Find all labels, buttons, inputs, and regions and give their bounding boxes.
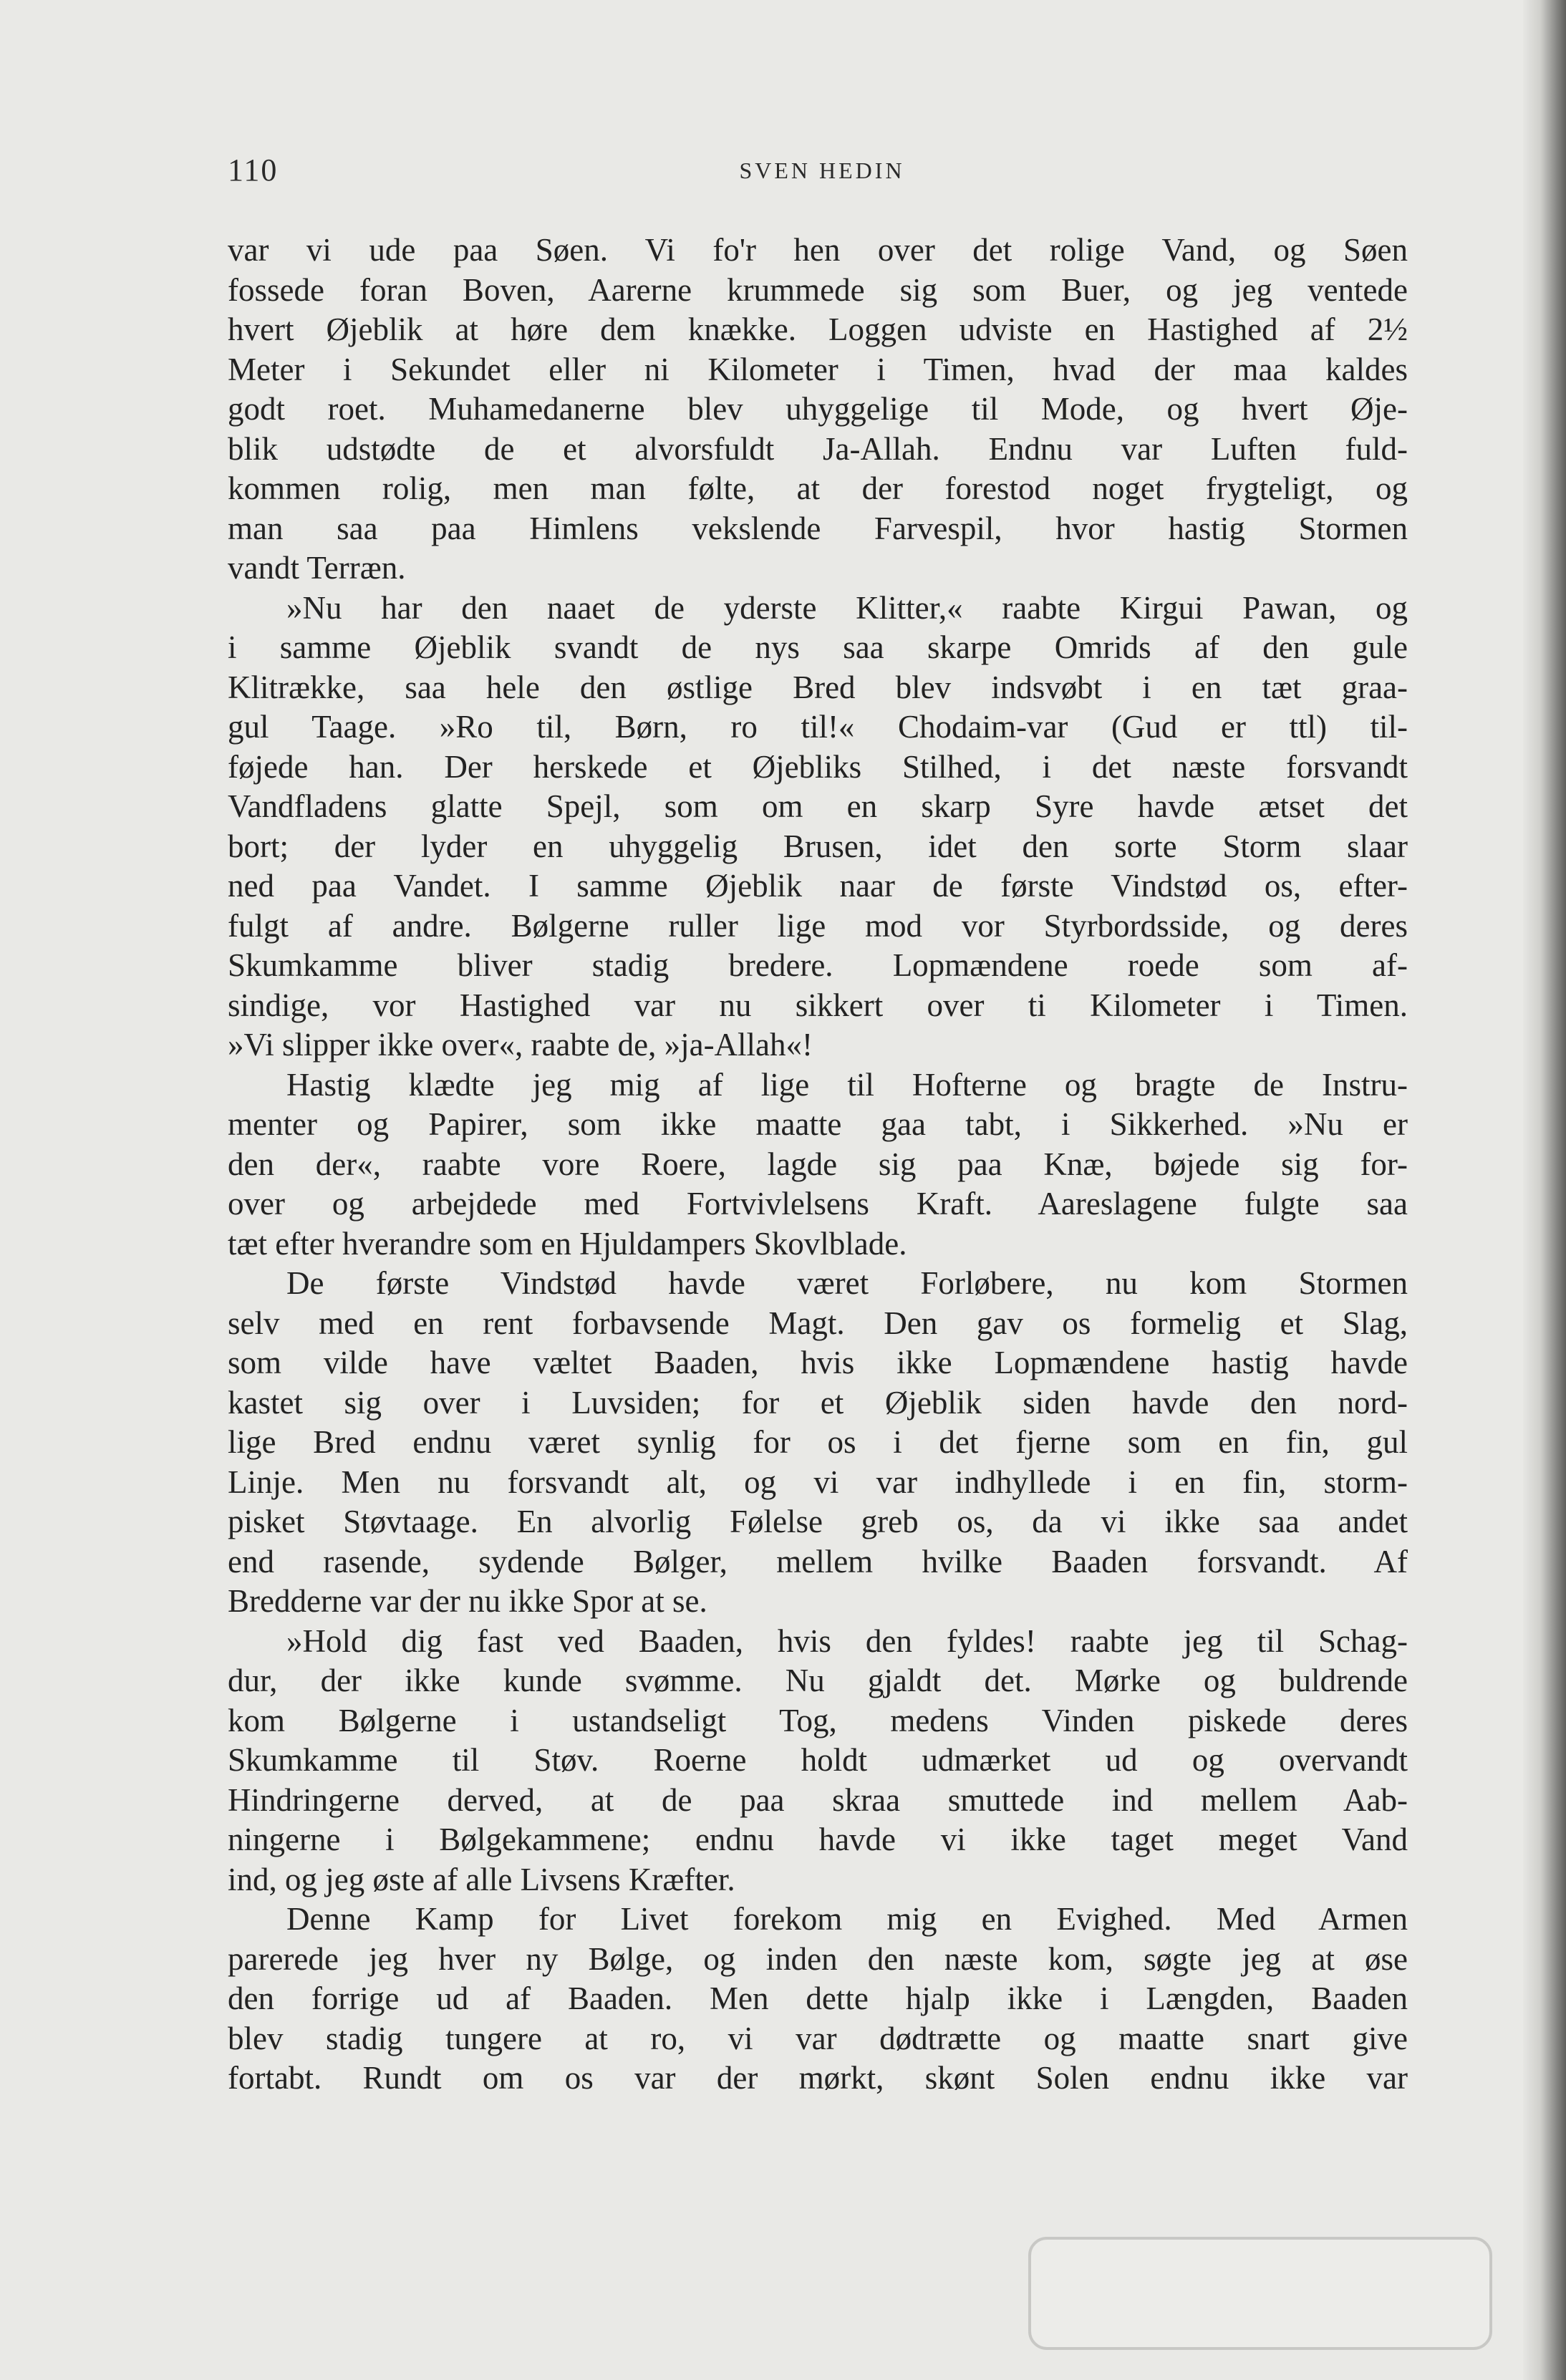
text-line: var vi ude paa Søen. Vi fo'r hen over det rolige Vand, og Søen — [228, 232, 1408, 268]
text-line: Skumkamme bliver stadig bredere. Lopmændene roede som af- — [228, 947, 1408, 983]
text-line: man saa paa Himlens vekslende Farvespil, hvor hastig Stormen — [228, 510, 1408, 546]
paragraph-1 — [228, 231, 1408, 589]
page-edge-shadow — [1523, 0, 1566, 2380]
text-line: lige Bred endnu været synlig for os i det fjerne som en fin, gul — [228, 1424, 1408, 1460]
text-line: godt roet. Muhamedanerne blev uhyggelige til Mode, og hvert Øje- — [228, 391, 1408, 427]
text-line: Vandfladens glatte Spejl, som om en skarp Syre havde ætset det — [228, 788, 1408, 824]
text-line: Hastig klædte jeg mig af lige til Hofterne og bragte de Instru- — [286, 1066, 1408, 1103]
paragraph-4 — [228, 1264, 1408, 1622]
text-line: menter og Papirer, som ikke maatte gaa tabt, i Sikkerhed. »Nu er — [228, 1106, 1408, 1142]
text-line: kommen rolig, men man følte, at der forestod noget frygteligt, og — [228, 470, 1408, 506]
text-line: den forrige ud af Baaden. Men dette hjalp ikke i Længden, Baaden — [228, 1980, 1408, 2016]
text-line: Denne Kamp for Livet forekom mig en Evighed. Med Armen — [286, 1901, 1408, 1937]
text-line: over og arbejdede med Fortvivlelsens Kraft. Aareslagene fulgte saa — [228, 1186, 1408, 1222]
text-line: blev stadig tungere at ro, vi var dødtrætte og maatte snart give — [228, 2020, 1408, 2056]
text-line: hvert Øjeblik at høre dem knække. Loggen udviste en Hastighed af 2½ — [228, 311, 1408, 347]
text-line: »Nu har den naaet de yderste Klitter,« raabte Kirgui Pawan, og — [286, 589, 1408, 626]
text-line: vandt Terræn. — [228, 550, 406, 586]
text-line: ningerne i Bølgekammene; endnu havde vi ikke taget meget Vand — [228, 1822, 1408, 1857]
running-head — [228, 152, 1416, 195]
paragraph-3 — [228, 1065, 1408, 1264]
text-line: Skumkamme til Støv. Roerne holdt udmærket ud og overvandt — [228, 1742, 1408, 1778]
text-line: parerede jeg hver ny Bølge, og inden den næste kom, søgte jeg at øse — [228, 1940, 1408, 1977]
text-line: »Hold dig fast ved Baaden, hvis den fyldes! raabte jeg til Schag- — [286, 1622, 1408, 1659]
text-line: Hindringerne derved, at de paa skraa smuttede ind mellem Aab- — [228, 1781, 1408, 1818]
text-line: som vilde have væltet Baaden, hvis ikke Lopmændene hastig havde — [228, 1345, 1408, 1380]
text-line: i samme Øjeblik svandt de nys saa skarpe Omrids af den gule — [228, 629, 1408, 665]
text-line: ned paa Vandet. I samme Øjeblik naar de første Vindstød os, efter- — [228, 868, 1408, 904]
text-line: Klitrække, saa hele den østlige Bred blev indsvøbt i en tæt graa- — [228, 669, 1408, 705]
text-line: dur, der ikke kunde svømme. Nu gjaldt det. Mørke og buldrende — [228, 1663, 1408, 1698]
text-line: ind, og jeg øste af alle Livsens Kræfter. — [228, 1861, 735, 1897]
paragraph-2 — [228, 589, 1408, 1065]
text-line: tæt efter hverandre som en Hjuldampers Skovlblade. — [228, 1225, 907, 1262]
text-line: De første Vindstød havde været Forløbere, nu kom Stormen — [286, 1265, 1408, 1301]
running-title: SVEN HEDIN — [739, 158, 905, 183]
text-line: fortabt. Rundt om os var der mørkt, skønt Solen endnu ikke var — [228, 2060, 1408, 2096]
text-line: Bredderne var der nu ikke Spor at se. — [228, 1583, 707, 1619]
text-line: selv med en rent forbavsende Magt. Den gav os formelig et Slag, — [228, 1305, 1408, 1341]
text-line: gul Taage. »Ro til, Børn, ro til!« Chodaim-var (Gud er ttl) til- — [228, 709, 1408, 745]
text-line: kastet sig over i Luvsiden; for et Øjeblik siden havde den nord- — [228, 1384, 1408, 1421]
text-line: føjede han. Der herskede et Øjebliks Stilhed, i det næste forsvandt — [228, 748, 1408, 785]
text-line: den der«, raabte vore Roere, lagde sig paa Knæ, bøjede sig for- — [228, 1146, 1408, 1182]
text-line: blik udstødte de et alvorsfuldt Ja-Allah. Endnu var Luften fuld- — [228, 430, 1408, 467]
text-line: Meter i Sekundet eller ni Kilometer i Timen, hvad der maa kaldes — [228, 351, 1408, 387]
body-text — [228, 231, 1408, 2099]
library-stamp-box — [1028, 2237, 1492, 2350]
text-line: bort; der lyder en uhyggelig Brusen, idet den sorte Storm slaar — [228, 828, 1408, 864]
text-line: kom Bølgerne i ustandseligt Tog, medens Vinden piskede deres — [228, 1702, 1408, 1738]
text-line: fossede foran Boven, Aarerne krummede sig som Buer, og jeg ventede — [228, 271, 1408, 308]
text-line: fulgt af andre. Bølgerne ruller lige mod vor Styrbordsside, og deres — [228, 907, 1408, 944]
paragraph-6 — [228, 1900, 1408, 2099]
page-number: 110 — [228, 153, 279, 188]
paragraph-5 — [228, 1622, 1408, 1900]
text-line: »Vi slipper ikke over«, raabte de, »ja-Allah«! — [228, 1027, 813, 1063]
text-line: sindige, vor Hastighed var nu sikkert over ti Kilometer i Timen. — [228, 987, 1408, 1023]
text-line: Linje. Men nu forsvandt alt, og vi var indhyllede i en fin, storm- — [228, 1464, 1408, 1500]
text-line: end rasende, sydende Bølger, mellem hvilke Baaden forsvandt. Af — [228, 1543, 1408, 1580]
text-line: pisket Støvtaage. En alvorlig Følelse greb os, da vi ikke saa andet — [228, 1504, 1408, 1539]
